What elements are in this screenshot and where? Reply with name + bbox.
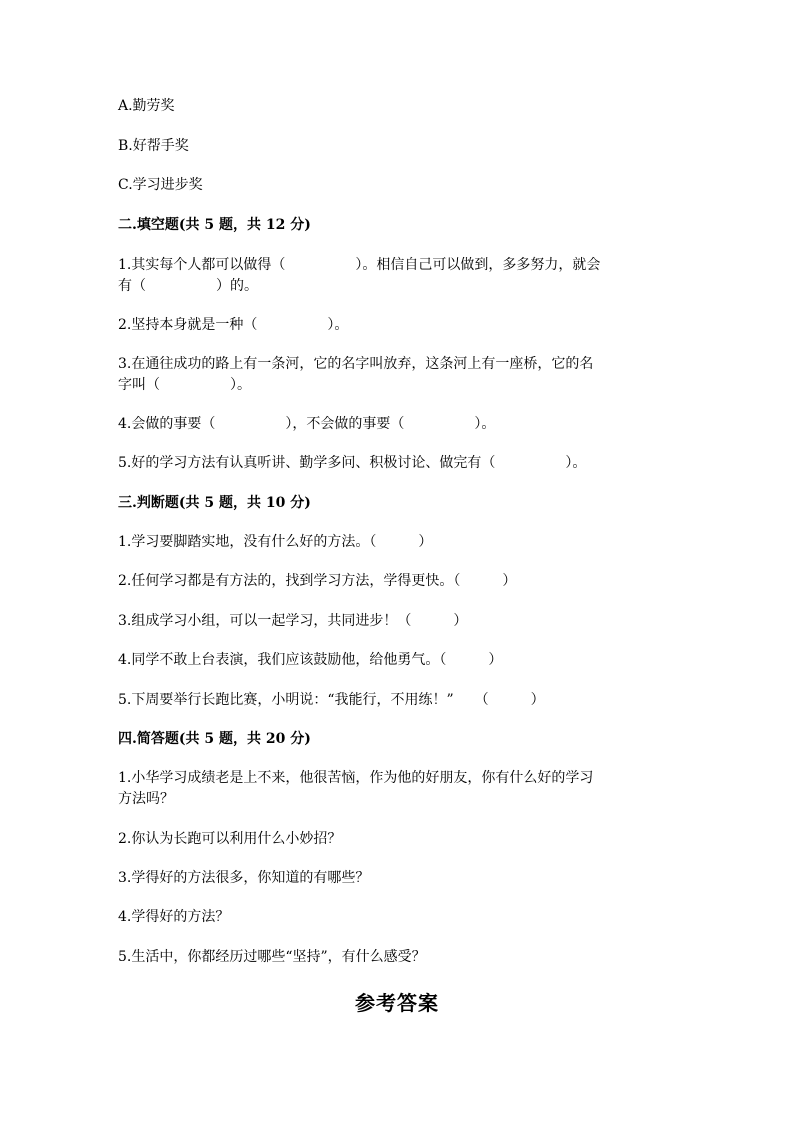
fill-blank-question-3-line-2: 字叫（ ）。	[118, 377, 251, 393]
short-answer-question-1-line-1: 1.小华学习成绩老是上不来，他很苦恼，作为他的好朋友，你有什么好的学习	[118, 770, 594, 786]
true-false-question-4: 4.同学不敢上台表演，我们应该鼓励他，给他勇气。（ ）	[118, 652, 503, 668]
option-c: C.学习进步奖	[118, 177, 203, 193]
section-heading-short-answer: 四.简答题(共 5 题，共 20 分)	[118, 731, 311, 747]
fill-blank-question-3-line-1: 3.在通往成功的路上有一条河，它的名字叫放弃，这条河上有一座桥，它的名	[118, 356, 594, 372]
fill-blank-question-4: 4.会做的事要（ ），不会做的事要（ ）。	[118, 416, 496, 432]
fill-blank-question-2: 2.坚持本身就是一种（ ）。	[118, 317, 349, 333]
answers-title: 参考答案	[355, 991, 439, 1015]
true-false-question-2: 2.任何学习都是有方法的，找到学习方法，学得更快。（ ）	[118, 573, 517, 589]
option-b: B.好帮手奖	[118, 138, 189, 154]
short-answer-question-1-line-2: 方法吗？	[118, 791, 174, 807]
true-false-question-5: 5.下周要举行长跑比赛，小明说：“我能行，不用练！” （ ）	[118, 692, 545, 708]
fill-blank-question-5: 5.好的学习方法有认真听讲、勤学多问、积极讨论、做完有（ ）。	[118, 455, 587, 471]
option-a: A.勤劳奖	[118, 98, 175, 114]
true-false-question-3: 3.组成学习小组，可以一起学习，共同进步！（ ）	[118, 613, 468, 629]
short-answer-question-4: 4.学得好的方法？	[118, 909, 230, 925]
short-answer-question-3: 3.学得好的方法很多，你知道的有哪些？	[118, 870, 370, 886]
section-heading-true-false: 三.判断题(共 5 题，共 10 分)	[118, 495, 311, 511]
fill-blank-question-1-line-2: 有（ ）的。	[118, 278, 258, 294]
true-false-question-1: 1.学习要脚踏实地，没有什么好的方法。（ ）	[118, 534, 433, 550]
section-heading-fill-blank: 二.填空题(共 5 题，共 12 分)	[118, 217, 311, 233]
short-answer-question-2: 2.你认为长跑可以利用什么小妙招？	[118, 831, 342, 847]
fill-blank-question-1-line-1: 1.其实每个人都可以做得（ ）。相信自己可以做到，多多努力，就会	[118, 257, 601, 273]
short-answer-question-5: 5.生活中，你都经历过哪些“坚持”，有什么感受？	[118, 949, 426, 965]
